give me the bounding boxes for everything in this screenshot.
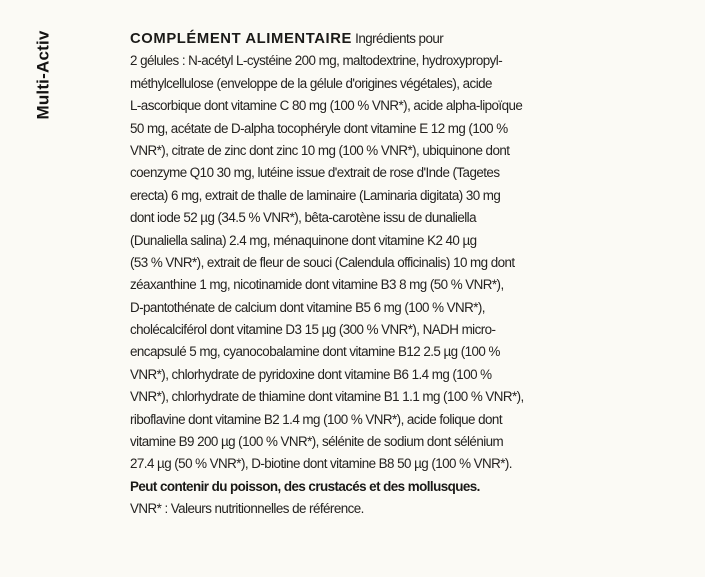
ingredient-line: cholécalciférol dont vitamine D3 15 µg (300 % VNR*), NADH micro-	[130, 322, 496, 338]
ingredient-line: vitamine B9 200 µg (100 % VNR*), sélénite de sodium dont sélénium	[130, 434, 504, 450]
ingredient-line: zéaxanthine 1 mg, nicotinamide dont vitamine B3 8 mg (50 % VNR*),	[130, 277, 504, 293]
footnote: VNR* : Valeurs nutritionnelles de référence.	[130, 501, 364, 517]
ingredient-line: VNR*), chlorhydrate de pyridoxine dont vitamine B6 1.4 mg (100 %	[130, 366, 492, 382]
ingredient-line: riboflavine dont vitamine B2 1.4 mg (100 % VNR*), acide folique dont	[130, 411, 502, 427]
allergen-warning: Peut contenir du poisson, des crustacés et des mollusques.	[130, 478, 480, 494]
ingredient-line: encapsulé 5 mg, cyanocobalamine dont vitamine B12 2.5 µg (100 %	[130, 344, 500, 360]
ingredient-line: D-pantothénate de calcium dont vitamine B5 6 mg (100 % VNR*),	[130, 299, 485, 315]
side-label	[26, 0, 62, 150]
heading-lead-text: Ingrédients pour	[355, 31, 444, 46]
heading-line	[130, 28, 585, 50]
ingredient-line: méthylcellulose (enveloppe de la gélule d'origines végétales), acide	[130, 75, 492, 91]
ingredient-line: VNR*), chlorhydrate de thiamine dont vitamine B1 1.1 mg (100 % VNR*),	[130, 389, 524, 405]
ingredient-line: 27.4 µg (50 % VNR*), D-biotine dont vitamine B8 50 µg (100 % VNR*).	[130, 456, 512, 472]
section-heading: COMPLÉMENT ALIMENTAIRE	[130, 31, 352, 47]
ingredient-line: erecta) 6 mg, extrait de thalle de laminaire (Laminaria digitata) 30 mg	[130, 187, 501, 203]
ingredient-line: L-ascorbique dont vitamine C 80 mg (100 % VNR*), acide alpha-lipoïque	[130, 98, 523, 114]
ingredient-line: coenzyme Q10 30 mg, lutéine issue d'extrait de rose d'Inde (Tagetes	[130, 165, 500, 181]
ingredient-line: dont iode 52 µg (34.5 % VNR*), bêta-carotène issu de dunaliella	[130, 210, 477, 226]
ingredient-list	[130, 50, 585, 475]
ingredient-line: VNR*), citrate de zinc dont zinc 10 mg (100 % VNR*), ubiquinone dont	[130, 142, 510, 158]
ingredient-line: 50 mg, acétate de D-alpha tocophéryle dont vitamine E 12 mg (100 %	[130, 120, 508, 136]
ingredient-line: (53 % VNR*), extrait de fleur de souci (Calendula officinalis) 10 mg dont	[130, 254, 515, 270]
ingredients-block	[130, 28, 585, 521]
product-name-vertical: Multi-Activ	[34, 30, 53, 120]
ingredient-line: (Dunaliella salina) 2.4 mg, ménaquinone dont vitamine K2 40 µg	[130, 232, 477, 248]
ingredient-line: 2 gélules : N-acétyl L-cystéine 200 mg, maltodextrine, hydroxypropyl-	[130, 53, 503, 69]
